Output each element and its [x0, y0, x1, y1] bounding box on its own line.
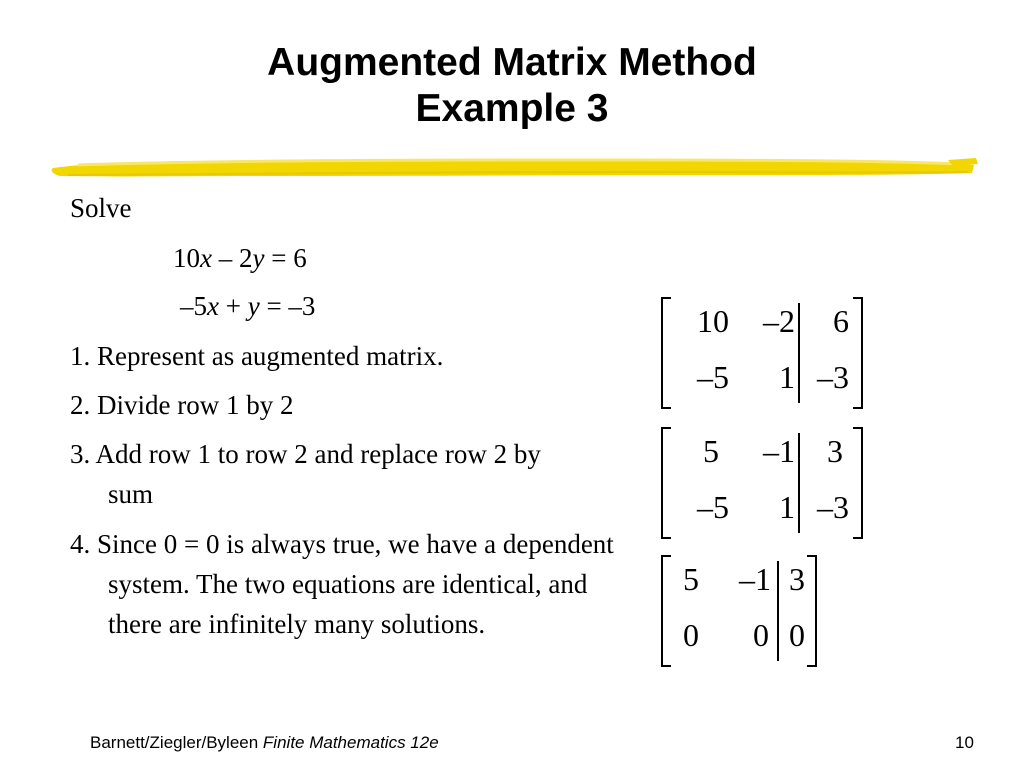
step-1: 1. Represent as augmented matrix. [70, 341, 444, 371]
matrix-3-cell: 3 [789, 561, 805, 597]
augmented-matrix-2 [661, 427, 867, 539]
equation-1-coef: 10 [173, 243, 200, 273]
matrix-3-cell: 0 [753, 617, 769, 653]
footer-book-title: Finite Mathematics 12e [262, 733, 439, 752]
equation-1 [173, 238, 307, 278]
equation-2 [180, 286, 315, 326]
highlighter-underline [48, 148, 978, 184]
matrix-2-cell: 5 [703, 433, 719, 469]
matrix-1-cell: 10 [697, 303, 729, 339]
equation-2-var-x: x [207, 291, 219, 321]
footer-citation [90, 733, 439, 753]
footer-authors: Barnett/Ziegler/Byleen [90, 733, 263, 752]
equation-1-var-y: y [252, 243, 265, 273]
matrix-1-cell: –3 [817, 359, 849, 395]
matrix-3-cell: –1 [739, 561, 771, 597]
matrix-2-cell: –5 [697, 489, 729, 525]
matrix-2-left-bracket [661, 427, 671, 539]
equation-2-coef: –5 [180, 291, 207, 321]
equation-1-rhs: = 6 [264, 243, 307, 273]
equation-1-var-x: x [200, 243, 212, 273]
solve-label: Solve [70, 193, 132, 223]
equation-1-op: – 2 [211, 243, 253, 273]
matrix-3-cell: 5 [683, 561, 699, 597]
matrix-3-cell: 0 [683, 617, 699, 653]
matrix-1-cell: –5 [697, 359, 729, 395]
matrix-2-cell: 1 [779, 489, 795, 525]
matrix-3-cell: 0 [789, 617, 805, 653]
matrix-3-left-bracket [661, 555, 671, 667]
matrix-1-left-bracket [661, 297, 671, 409]
matrix-2-cell: –3 [817, 489, 849, 525]
matrix-1-cell: 1 [779, 359, 795, 395]
augmented-matrix-3 [661, 555, 821, 667]
slide-title-line-2: Example 3 [415, 87, 609, 130]
step-3: 3. Add row 1 to row 2 and replace row 2 by sum [70, 439, 541, 509]
augmented-matrix-1 [661, 297, 867, 409]
matrix-1-right-bracket [853, 297, 863, 409]
matrix-3-divider [777, 561, 779, 661]
matrix-2-cell: 3 [827, 433, 843, 469]
matrix-1-divider [798, 303, 800, 403]
slide-title-line-1: Augmented Matrix Method [267, 41, 757, 84]
step-4: 4. Since 0 = 0 is always true, we have a dependent system. The two equations are identical, and there are infinitely many solutions. [70, 529, 614, 639]
matrix-2-cell: –1 [763, 433, 795, 469]
matrix-2-divider [798, 433, 800, 533]
page-number: 10 [955, 733, 974, 752]
equation-2-var-y: y [247, 291, 260, 321]
equation-2-rhs: = –3 [259, 291, 316, 321]
step-2: 2. Divide row 1 by 2 [70, 390, 294, 420]
matrix-3-right-bracket [807, 555, 817, 667]
equation-2-op: + [218, 291, 248, 321]
matrix-2-right-bracket [853, 427, 863, 539]
slide-title [0, 40, 1024, 132]
matrix-1-cell: –2 [763, 303, 795, 339]
matrix-1-cell: 6 [833, 303, 849, 339]
